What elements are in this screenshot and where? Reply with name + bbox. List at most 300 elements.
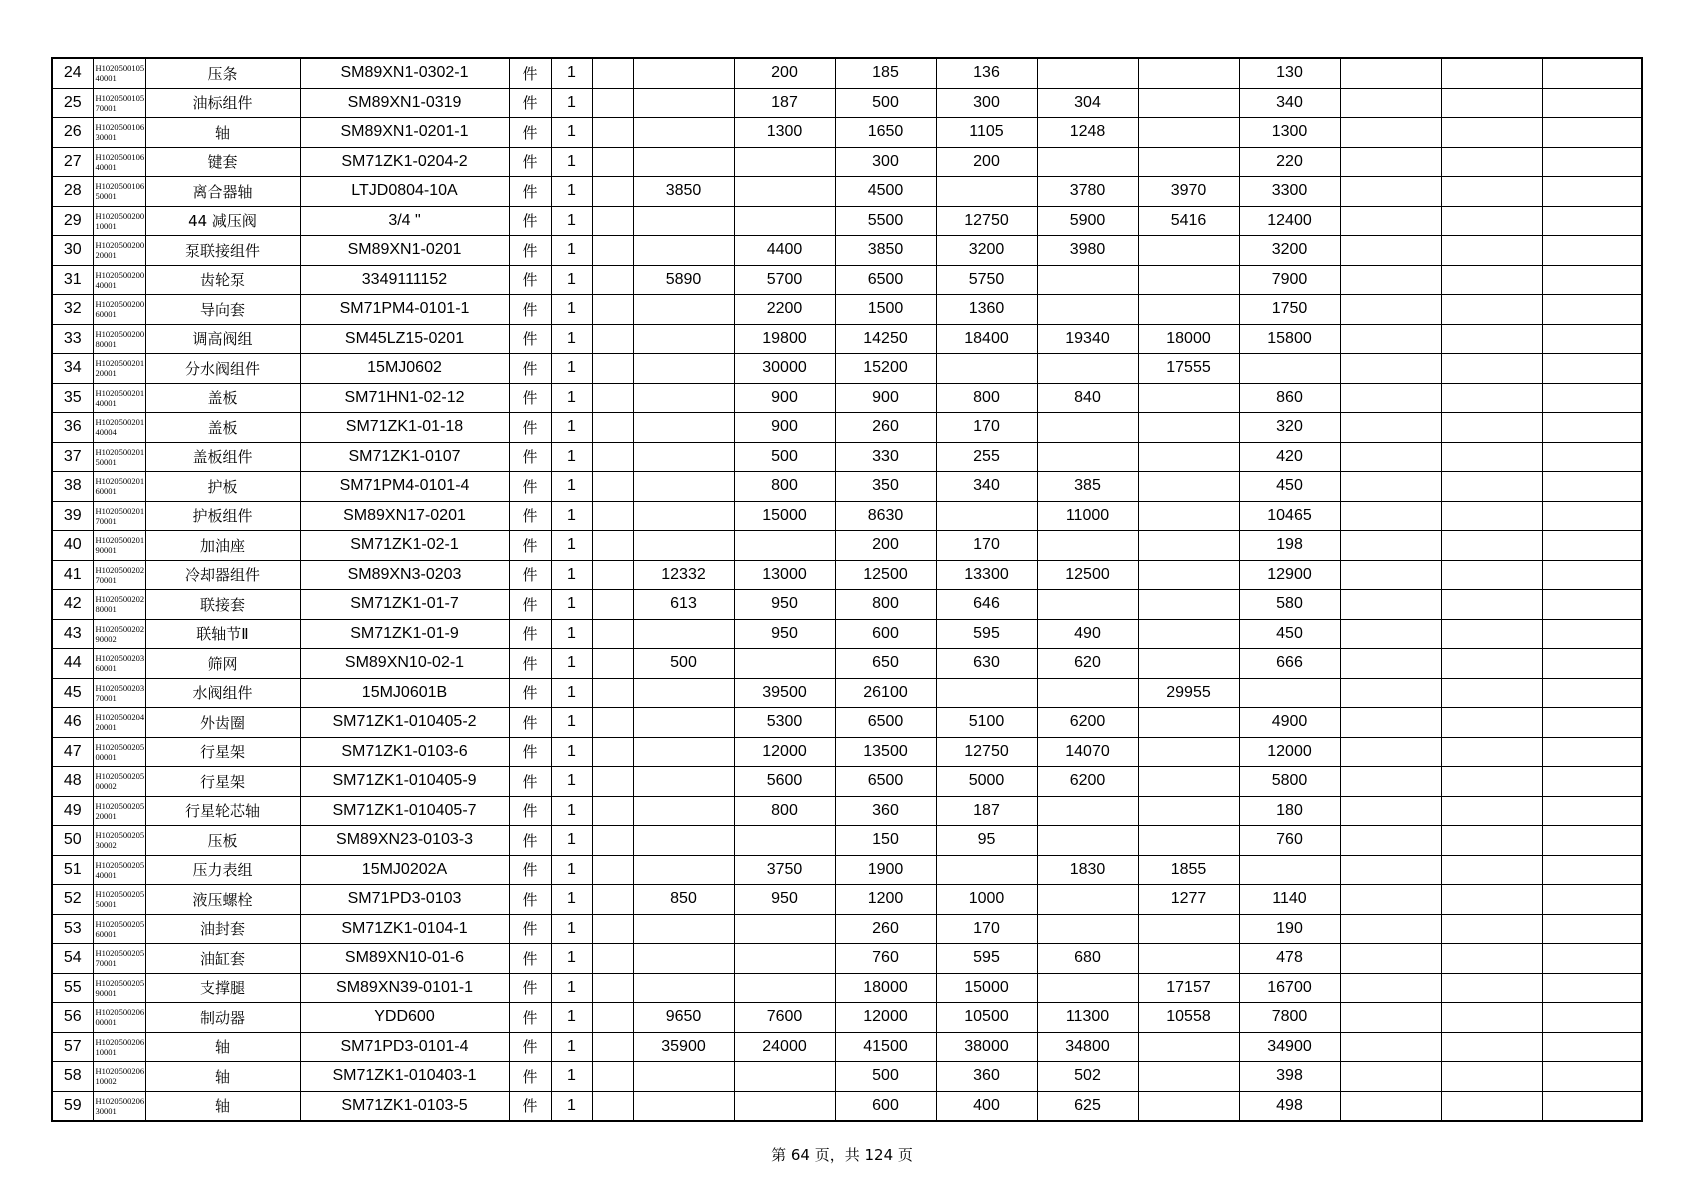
value-cell-c1	[592, 1003, 633, 1033]
value-cell-c6: 12500	[1037, 560, 1138, 590]
value-cell-c2	[633, 767, 734, 797]
value-cell-c4: 600	[835, 1091, 936, 1121]
value-cell-c4: 6500	[835, 767, 936, 797]
part-name-cell: 筛网	[145, 649, 300, 679]
value-cell-c4: 900	[835, 383, 936, 413]
value-cell-c3: 800	[734, 796, 835, 826]
value-cell-c2	[633, 118, 734, 148]
table-row	[52, 855, 1642, 885]
value-cell-c8: 15800	[1239, 324, 1340, 354]
value-cell-c6	[1037, 442, 1138, 472]
unit-cell: 件	[509, 1032, 551, 1062]
value-cell-c1	[592, 206, 633, 236]
row-number-cell: 53	[52, 914, 93, 944]
value-cell-c10	[1441, 354, 1542, 384]
value-cell-c9	[1340, 855, 1441, 885]
value-cell-c9	[1340, 737, 1441, 767]
quantity-cell: 1	[551, 1062, 592, 1092]
value-cell-c5: 300	[936, 88, 1037, 118]
unit-cell: 件	[509, 914, 551, 944]
quantity-cell: 1	[551, 236, 592, 266]
value-cell-c4: 26100	[835, 678, 936, 708]
part-name-cell: 泵联接组件	[145, 236, 300, 266]
value-cell-c6: 490	[1037, 619, 1138, 649]
value-cell-c8: 220	[1239, 147, 1340, 177]
value-cell-c9	[1340, 236, 1441, 266]
value-cell-c8: 4900	[1239, 708, 1340, 738]
value-cell-c4: 12000	[835, 1003, 936, 1033]
value-cell-c6: 6200	[1037, 708, 1138, 738]
value-cell-c8: 198	[1239, 531, 1340, 561]
table-row	[52, 560, 1642, 590]
value-cell-c10	[1441, 914, 1542, 944]
value-cell-c7	[1138, 413, 1239, 443]
material-code-cell: H102050020280001	[93, 590, 145, 620]
value-cell-c3: 900	[734, 383, 835, 413]
value-cell-c1	[592, 501, 633, 531]
value-cell-c9	[1340, 88, 1441, 118]
value-cell-c11	[1542, 413, 1642, 443]
value-cell-c4: 500	[835, 1062, 936, 1092]
material-code-cell: H102050020630001	[93, 1091, 145, 1121]
value-cell-c8: 580	[1239, 590, 1340, 620]
row-number-cell: 41	[52, 560, 93, 590]
value-cell-c5: 1000	[936, 885, 1037, 915]
part-model-cell: SM71PD3-0101-4	[300, 1032, 509, 1062]
part-name-cell: 护板组件	[145, 501, 300, 531]
value-cell-c10	[1441, 177, 1542, 207]
row-number-cell: 55	[52, 973, 93, 1003]
value-cell-c8: 760	[1239, 826, 1340, 856]
part-model-cell: 3349111152	[300, 265, 509, 295]
parts-price-table	[51, 57, 1643, 1122]
value-cell-c1	[592, 619, 633, 649]
value-cell-c3	[734, 973, 835, 1003]
table-row	[52, 413, 1642, 443]
value-cell-c11	[1542, 826, 1642, 856]
material-code-cell: H102050020500001	[93, 737, 145, 767]
value-cell-c10	[1441, 88, 1542, 118]
value-cell-c3: 7600	[734, 1003, 835, 1033]
row-number-cell: 35	[52, 383, 93, 413]
value-cell-c4: 6500	[835, 708, 936, 738]
value-cell-c10	[1441, 796, 1542, 826]
material-code-cell: H102050020610001	[93, 1032, 145, 1062]
value-cell-c9	[1340, 177, 1441, 207]
table-row	[52, 914, 1642, 944]
part-name-cell: 轴	[145, 118, 300, 148]
value-cell-c1	[592, 914, 633, 944]
value-cell-c11	[1542, 855, 1642, 885]
quantity-cell: 1	[551, 619, 592, 649]
quantity-cell: 1	[551, 590, 592, 620]
value-cell-c10	[1441, 590, 1542, 620]
unit-cell: 件	[509, 973, 551, 1003]
part-model-cell: LTJD0804-10A	[300, 177, 509, 207]
value-cell-c5: 12750	[936, 737, 1037, 767]
value-cell-c7: 17555	[1138, 354, 1239, 384]
value-cell-c10	[1441, 1032, 1542, 1062]
part-name-cell: 分水阀组件	[145, 354, 300, 384]
value-cell-c7	[1138, 708, 1239, 738]
value-cell-c8: 130	[1239, 58, 1340, 88]
value-cell-c5: 200	[936, 147, 1037, 177]
value-cell-c5: 38000	[936, 1032, 1037, 1062]
value-cell-c10	[1441, 383, 1542, 413]
value-cell-c2: 35900	[633, 1032, 734, 1062]
value-cell-c1	[592, 767, 633, 797]
part-name-cell: 油封套	[145, 914, 300, 944]
value-cell-c2	[633, 472, 734, 502]
quantity-cell: 1	[551, 1091, 592, 1121]
value-cell-c6: 3780	[1037, 177, 1138, 207]
part-name-cell: 加油座	[145, 531, 300, 561]
quantity-cell: 1	[551, 206, 592, 236]
value-cell-c7	[1138, 944, 1239, 974]
quantity-cell: 1	[551, 944, 592, 974]
value-cell-c4: 300	[835, 147, 936, 177]
value-cell-c8: 398	[1239, 1062, 1340, 1092]
value-cell-c4: 650	[835, 649, 936, 679]
value-cell-c2	[633, 944, 734, 974]
unit-cell: 件	[509, 708, 551, 738]
value-cell-c3: 12000	[734, 737, 835, 767]
value-cell-c1	[592, 531, 633, 561]
part-name-cell: 导向套	[145, 295, 300, 325]
value-cell-c2	[633, 383, 734, 413]
table-row	[52, 973, 1642, 1003]
value-cell-c8: 1140	[1239, 885, 1340, 915]
value-cell-c3: 5700	[734, 265, 835, 295]
unit-cell: 件	[509, 737, 551, 767]
table-row	[52, 885, 1642, 915]
part-model-cell: SM71ZK1-02-1	[300, 531, 509, 561]
value-cell-c4: 41500	[835, 1032, 936, 1062]
value-cell-c9	[1340, 147, 1441, 177]
value-cell-c6: 680	[1037, 944, 1138, 974]
value-cell-c5	[936, 855, 1037, 885]
value-cell-c1	[592, 649, 633, 679]
row-number-cell: 26	[52, 118, 93, 148]
value-cell-c1	[592, 177, 633, 207]
value-cell-c11	[1542, 737, 1642, 767]
value-cell-c6: 11000	[1037, 501, 1138, 531]
value-cell-c4: 8630	[835, 501, 936, 531]
value-cell-c7	[1138, 147, 1239, 177]
value-cell-c9	[1340, 1032, 1441, 1062]
value-cell-c10	[1441, 442, 1542, 472]
value-cell-c6	[1037, 973, 1138, 1003]
value-cell-c6: 6200	[1037, 767, 1138, 797]
value-cell-c5	[936, 678, 1037, 708]
value-cell-c10	[1441, 1091, 1542, 1121]
value-cell-c6: 620	[1037, 649, 1138, 679]
unit-cell: 件	[509, 1062, 551, 1092]
value-cell-c9	[1340, 1091, 1441, 1121]
value-cell-c7	[1138, 649, 1239, 679]
table-row	[52, 708, 1642, 738]
value-cell-c5: 10500	[936, 1003, 1037, 1033]
value-cell-c8: 10465	[1239, 501, 1340, 531]
value-cell-c11	[1542, 767, 1642, 797]
table-row	[52, 324, 1642, 354]
row-number-cell: 48	[52, 767, 93, 797]
value-cell-c1	[592, 472, 633, 502]
part-name-cell: 轴	[145, 1091, 300, 1121]
row-number-cell: 30	[52, 236, 93, 266]
part-model-cell: SM71ZK1-0103-6	[300, 737, 509, 767]
value-cell-c10	[1441, 531, 1542, 561]
quantity-cell: 1	[551, 177, 592, 207]
value-cell-c6: 34800	[1037, 1032, 1138, 1062]
row-number-cell: 38	[52, 472, 93, 502]
value-cell-c2	[633, 236, 734, 266]
value-cell-c4: 12500	[835, 560, 936, 590]
value-cell-c7: 29955	[1138, 678, 1239, 708]
value-cell-c9	[1340, 649, 1441, 679]
row-number-cell: 39	[52, 501, 93, 531]
value-cell-c6: 840	[1037, 383, 1138, 413]
value-cell-c8: 5800	[1239, 767, 1340, 797]
value-cell-c7: 3970	[1138, 177, 1239, 207]
value-cell-c11	[1542, 973, 1642, 1003]
value-cell-c10	[1441, 678, 1542, 708]
row-number-cell: 36	[52, 413, 93, 443]
value-cell-c2	[633, 678, 734, 708]
value-cell-c5: 15000	[936, 973, 1037, 1003]
value-cell-c11	[1542, 708, 1642, 738]
value-cell-c6: 3980	[1037, 236, 1138, 266]
value-cell-c9	[1340, 1062, 1441, 1092]
quantity-cell: 1	[551, 442, 592, 472]
value-cell-c4: 18000	[835, 973, 936, 1003]
part-model-cell: SM71ZK1-010403-1	[300, 1062, 509, 1092]
part-name-cell: 盖板组件	[145, 442, 300, 472]
value-cell-c5: 95	[936, 826, 1037, 856]
value-cell-c5: 340	[936, 472, 1037, 502]
part-model-cell: 15MJ0202A	[300, 855, 509, 885]
part-model-cell: SM89XN1-0319	[300, 88, 509, 118]
quantity-cell: 1	[551, 826, 592, 856]
value-cell-c6: 502	[1037, 1062, 1138, 1092]
value-cell-c2	[633, 295, 734, 325]
quantity-cell: 1	[551, 855, 592, 885]
value-cell-c9	[1340, 501, 1441, 531]
value-cell-c3: 2200	[734, 295, 835, 325]
value-cell-c9	[1340, 413, 1441, 443]
value-cell-c10	[1441, 885, 1542, 915]
table-row	[52, 1091, 1642, 1121]
row-number-cell: 45	[52, 678, 93, 708]
material-code-cell: H102050010650001	[93, 177, 145, 207]
value-cell-c3: 5600	[734, 767, 835, 797]
material-code-cell: H102050020020001	[93, 236, 145, 266]
value-cell-c5: 1105	[936, 118, 1037, 148]
value-cell-c8: 320	[1239, 413, 1340, 443]
part-model-cell: SM89XN3-0203	[300, 560, 509, 590]
value-cell-c8	[1239, 354, 1340, 384]
part-name-cell: 键套	[145, 147, 300, 177]
value-cell-c4: 800	[835, 590, 936, 620]
table-row	[52, 265, 1642, 295]
part-name-cell: 调高阀组	[145, 324, 300, 354]
value-cell-c11	[1542, 147, 1642, 177]
value-cell-c2	[633, 531, 734, 561]
part-name-cell: 齿轮泵	[145, 265, 300, 295]
value-cell-c2	[633, 354, 734, 384]
part-model-cell: SM71ZK1-010405-2	[300, 708, 509, 738]
value-cell-c6	[1037, 413, 1138, 443]
unit-cell: 件	[509, 118, 551, 148]
unit-cell: 件	[509, 324, 551, 354]
value-cell-c9	[1340, 324, 1441, 354]
value-cell-c4: 14250	[835, 324, 936, 354]
value-cell-c5: 136	[936, 58, 1037, 88]
value-cell-c9	[1340, 590, 1441, 620]
table-row	[52, 177, 1642, 207]
row-number-cell: 24	[52, 58, 93, 88]
value-cell-c6	[1037, 590, 1138, 620]
value-cell-c7	[1138, 58, 1239, 88]
value-cell-c5: 170	[936, 413, 1037, 443]
value-cell-c3: 950	[734, 619, 835, 649]
value-cell-c3: 950	[734, 590, 835, 620]
value-cell-c1	[592, 265, 633, 295]
value-cell-c10	[1441, 501, 1542, 531]
row-number-cell: 40	[52, 531, 93, 561]
value-cell-c7	[1138, 1032, 1239, 1062]
part-name-cell: 轴	[145, 1032, 300, 1062]
value-cell-c7	[1138, 767, 1239, 797]
value-cell-c2	[633, 1091, 734, 1121]
table-row	[52, 944, 1642, 974]
unit-cell: 件	[509, 295, 551, 325]
value-cell-c9	[1340, 118, 1441, 148]
material-code-cell: H102050020190001	[93, 531, 145, 561]
row-number-cell: 47	[52, 737, 93, 767]
quantity-cell: 1	[551, 58, 592, 88]
value-cell-c7	[1138, 737, 1239, 767]
value-cell-c5: 630	[936, 649, 1037, 679]
value-cell-c10	[1441, 265, 1542, 295]
part-name-cell: 外齿圈	[145, 708, 300, 738]
value-cell-c4: 360	[835, 796, 936, 826]
quantity-cell: 1	[551, 354, 592, 384]
quantity-cell: 1	[551, 413, 592, 443]
value-cell-c4: 6500	[835, 265, 936, 295]
value-cell-c8: 498	[1239, 1091, 1340, 1121]
value-cell-c5: 12750	[936, 206, 1037, 236]
value-cell-c6: 1248	[1037, 118, 1138, 148]
part-name-cell: 液压螺栓	[145, 885, 300, 915]
value-cell-c11	[1542, 1062, 1642, 1092]
unit-cell: 件	[509, 885, 551, 915]
value-cell-c4: 1900	[835, 855, 936, 885]
table-row	[52, 619, 1642, 649]
value-cell-c3: 19800	[734, 324, 835, 354]
unit-cell: 件	[509, 590, 551, 620]
quantity-cell: 1	[551, 708, 592, 738]
value-cell-c7: 1855	[1138, 855, 1239, 885]
value-cell-c11	[1542, 472, 1642, 502]
value-cell-c4: 200	[835, 531, 936, 561]
value-cell-c2: 9650	[633, 1003, 734, 1033]
value-cell-c1	[592, 678, 633, 708]
quantity-cell: 1	[551, 796, 592, 826]
value-cell-c3: 950	[734, 885, 835, 915]
material-code-cell: H102050020120001	[93, 354, 145, 384]
value-cell-c11	[1542, 206, 1642, 236]
value-cell-c10	[1441, 206, 1542, 236]
value-cell-c5: 360	[936, 1062, 1037, 1092]
quantity-cell: 1	[551, 767, 592, 797]
value-cell-c5: 5750	[936, 265, 1037, 295]
value-cell-c1	[592, 147, 633, 177]
value-cell-c6: 625	[1037, 1091, 1138, 1121]
unit-cell: 件	[509, 796, 551, 826]
value-cell-c8: 450	[1239, 472, 1340, 502]
value-cell-c5: 3200	[936, 236, 1037, 266]
row-number-cell: 56	[52, 1003, 93, 1033]
value-cell-c7: 10558	[1138, 1003, 1239, 1033]
unit-cell: 件	[509, 413, 551, 443]
unit-cell: 件	[509, 826, 551, 856]
material-code-cell: H102050020160001	[93, 472, 145, 502]
unit-cell: 件	[509, 619, 551, 649]
value-cell-c11	[1542, 678, 1642, 708]
value-cell-c10	[1441, 619, 1542, 649]
unit-cell: 件	[509, 442, 551, 472]
material-code-cell: H102050020170001	[93, 501, 145, 531]
unit-cell: 件	[509, 206, 551, 236]
value-cell-c3: 13000	[734, 560, 835, 590]
part-name-cell: 支撑腿	[145, 973, 300, 1003]
value-cell-c2: 500	[633, 649, 734, 679]
unit-cell: 件	[509, 767, 551, 797]
value-cell-c1	[592, 796, 633, 826]
value-cell-c8	[1239, 678, 1340, 708]
value-cell-c6	[1037, 58, 1138, 88]
value-cell-c3	[734, 944, 835, 974]
unit-cell: 件	[509, 1091, 551, 1121]
value-cell-c6: 304	[1037, 88, 1138, 118]
value-cell-c4: 150	[835, 826, 936, 856]
value-cell-c4: 260	[835, 914, 936, 944]
value-cell-c3	[734, 1062, 835, 1092]
part-model-cell: SM71ZK1-010405-7	[300, 796, 509, 826]
row-number-cell: 59	[52, 1091, 93, 1121]
part-name-cell: 行星轮芯轴	[145, 796, 300, 826]
value-cell-c7: 18000	[1138, 324, 1239, 354]
value-cell-c1	[592, 826, 633, 856]
quantity-cell: 1	[551, 885, 592, 915]
value-cell-c3	[734, 826, 835, 856]
value-cell-c1	[592, 324, 633, 354]
part-model-cell: SM89XN1-0201	[300, 236, 509, 266]
value-cell-c2: 850	[633, 885, 734, 915]
value-cell-c8: 7800	[1239, 1003, 1340, 1033]
value-cell-c7	[1138, 236, 1239, 266]
value-cell-c3: 500	[734, 442, 835, 472]
value-cell-c8	[1239, 855, 1340, 885]
part-model-cell: 15MJ0602	[300, 354, 509, 384]
value-cell-c2	[633, 914, 734, 944]
unit-cell: 件	[509, 472, 551, 502]
part-model-cell: SM71ZK1-01-7	[300, 590, 509, 620]
table-row	[52, 1062, 1642, 1092]
material-code-cell: H102050010640001	[93, 147, 145, 177]
value-cell-c4: 185	[835, 58, 936, 88]
